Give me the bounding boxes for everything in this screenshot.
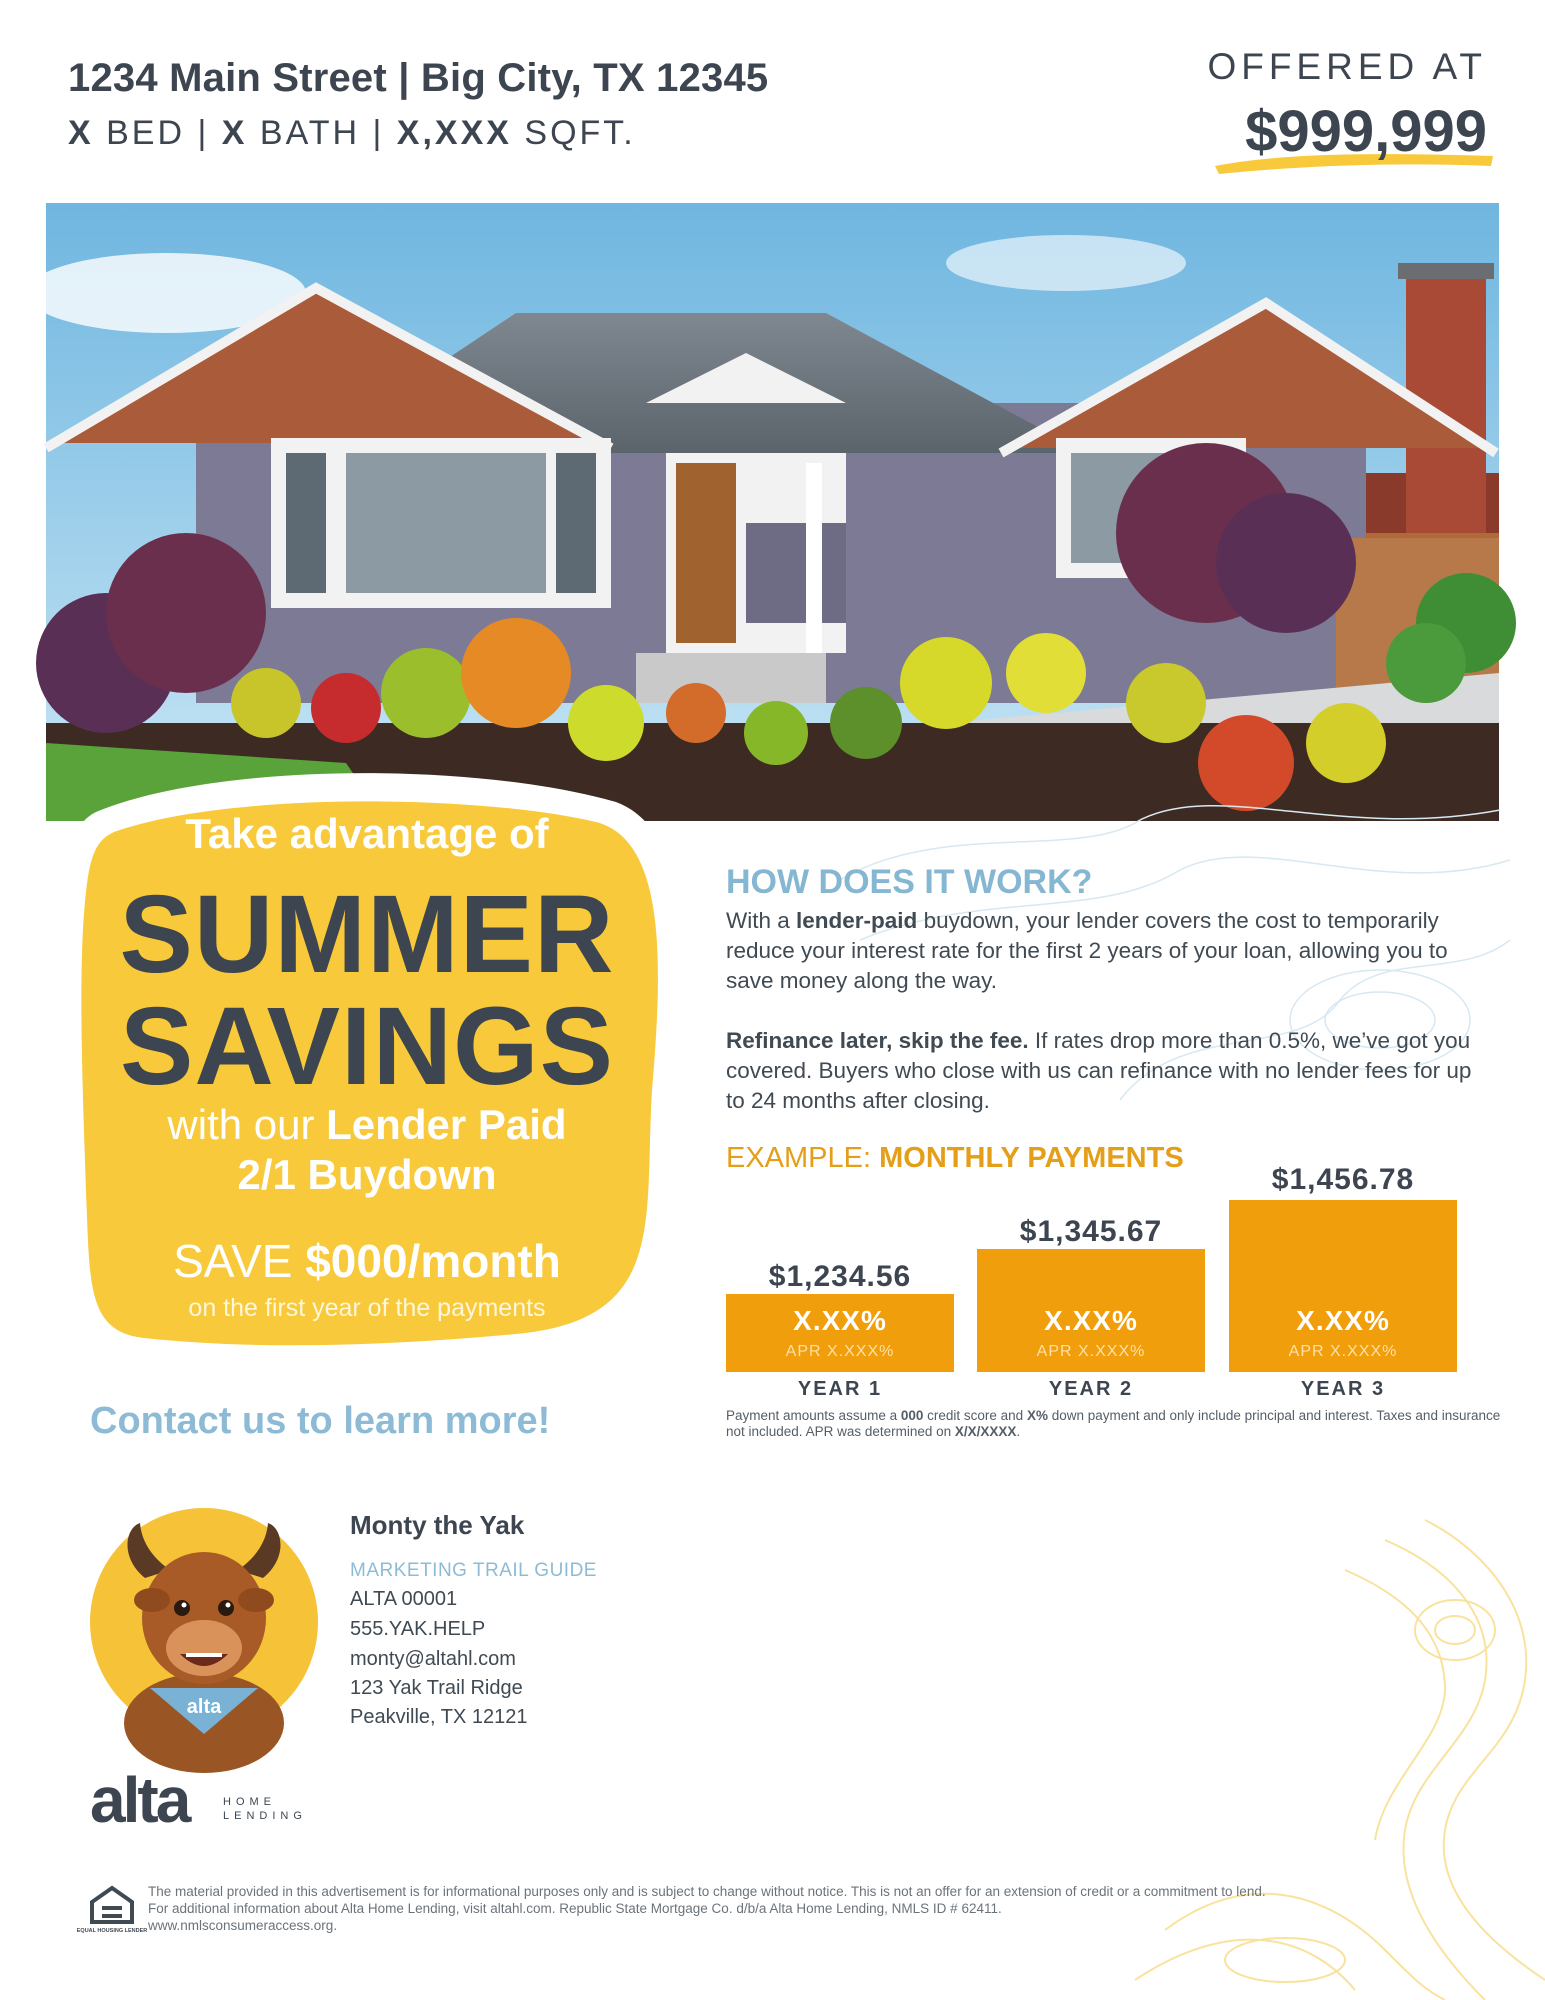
house-photo [46,203,1499,821]
promo-program-name: 2/1 Buydown [237,1151,497,1199]
year-3-payment: $1,456.78 [1271,1163,1415,1196]
footer-link-suffix: . [333,1918,338,1933]
how-p1-bold: lender-paid [796,908,918,933]
example-label: EXAMPLE: [726,1142,880,1174]
footer-line-1: The material provided in this advertisement is for informational purposes only and is subject to change without notice. This is not an offer for an extension of credit or a commitment to lend. [148,1884,1266,1899]
alta-logo-subtitle [223,1795,307,1823]
how-it-works-heading: HOW DOES IT WORK? [726,863,1093,901]
agent-address-line-1: 123 Yak Trail Ridge [350,1677,523,1699]
sqft-label: SQFT. [511,114,636,152]
how-p2-b: If rates drop more than 0.5%, we’ve got you covered. Buyers who close with us can refinance with no lender fees for up to 24 months after closing. [726,1028,1472,1113]
year-2-label: YEAR 2 [1048,1378,1134,1400]
property-specs [68,114,636,153]
disc-d: . [1016,1424,1021,1439]
agent-name: Monty the Yak [350,1510,525,1540]
year-3-rate: X.XX% [1296,1305,1390,1336]
promo-with-prefix: with our [167,1101,327,1148]
sqft-value: X,XXX [396,114,512,152]
disc-a: Payment amounts assume a [726,1408,901,1423]
promo-intro: Take advantage of [185,810,549,857]
agent-nmls: ALTA 00001 [350,1588,458,1610]
year-1-rate: X.XX% [793,1305,887,1336]
ehl-text: EQUAL HOUSING LENDER [76,1928,148,1934]
logo-sub-1: HOME [223,1796,276,1808]
agent-title: MARKETING TRAIL GUIDE [350,1560,597,1581]
promo-headline-savings: SAVINGS [120,985,614,1108]
agent-address-line-2: Peakville, TX 12121 [350,1706,528,1728]
disc-score: 000 [900,1408,924,1423]
how-p1-b: buydown, your lender covers the cost to temporarily reduce your interest rate for the first 2 years of your loan, allowing you to save money along the way. [726,908,1448,993]
legal-footer [148,1883,1428,1934]
beds-value: X [68,114,94,152]
alta-logo: alta [90,1764,189,1836]
example-heading [726,1142,1184,1175]
disc-down: X% [1026,1408,1048,1423]
year-3-label: YEAR 3 [1300,1378,1386,1400]
disc-c: down payment and only include principal and interest. Taxes and insurance not included. APR was determined on [726,1408,1501,1439]
payment-disclaimer [726,1408,1506,1440]
logo-sub-2: LENDING [223,1810,307,1822]
agent-phone[interactable]: 555.YAK.HELP [350,1618,486,1640]
year-1-apr: APR X.XXX% [785,1343,895,1360]
year-3-apr: APR X.XXX% [1288,1343,1398,1360]
how-p1-a: With a [726,908,797,933]
beds-label: BED | [93,114,222,152]
equal-housing-lender-icon [76,1886,148,1943]
year-1-label: YEAR 1 [797,1378,883,1400]
listing-price: $999,999 [1245,99,1487,164]
nmls-consumer-access-link[interactable]: www.nmlsconsumeraccess.org [148,1918,334,1933]
example-label-bold: MONTHLY PAYMENTS [879,1142,1184,1174]
agent-email[interactable]: monty@altahl.com [350,1648,516,1670]
property-address: 1234 Main Street | Big City, TX 12345 [68,56,769,100]
promo-headline-summer: SUMMER [119,873,615,996]
how-it-works-paragraph-1 [726,906,1486,996]
how-p2-bold: Refinance later, skip the fee. [726,1028,1029,1053]
agent-avatar [90,1508,318,1736]
promo-with-bold: Lender Paid [326,1101,567,1148]
disc-b: credit score and [923,1408,1027,1423]
promo-save-subtext: on the first year of the payments [188,1294,546,1322]
contact-cta: Contact us to learn more! [90,1400,551,1442]
baths-value: X [221,114,248,152]
disc-date: X/X/XXXX [954,1424,1017,1439]
promo-save [72,1234,662,1288]
year-1-payment: $1,234.56 [768,1260,912,1293]
how-it-works-paragraph-2 [726,1026,1486,1116]
year-2-payment: $1,345.67 [1019,1215,1163,1248]
promo-save-prefix: SAVE [173,1235,306,1287]
year-2-apr: APR X.XXX% [1036,1343,1146,1360]
offered-at-label: OFFERED AT [1207,46,1487,87]
footer-line-2: For additional information about Alta Home Lending, visit altahl.com. Republic State Mortgage Co. d/b/a Alta Home Lending, NMLS ID # 62411. [148,1901,1002,1916]
promo-save-amount: $000/month [305,1235,561,1287]
bandana-text: alta [186,1696,222,1718]
promo-program [72,1100,662,1201]
baths-label: BATH | [247,114,397,152]
year-2-rate: X.XX% [1044,1305,1138,1336]
